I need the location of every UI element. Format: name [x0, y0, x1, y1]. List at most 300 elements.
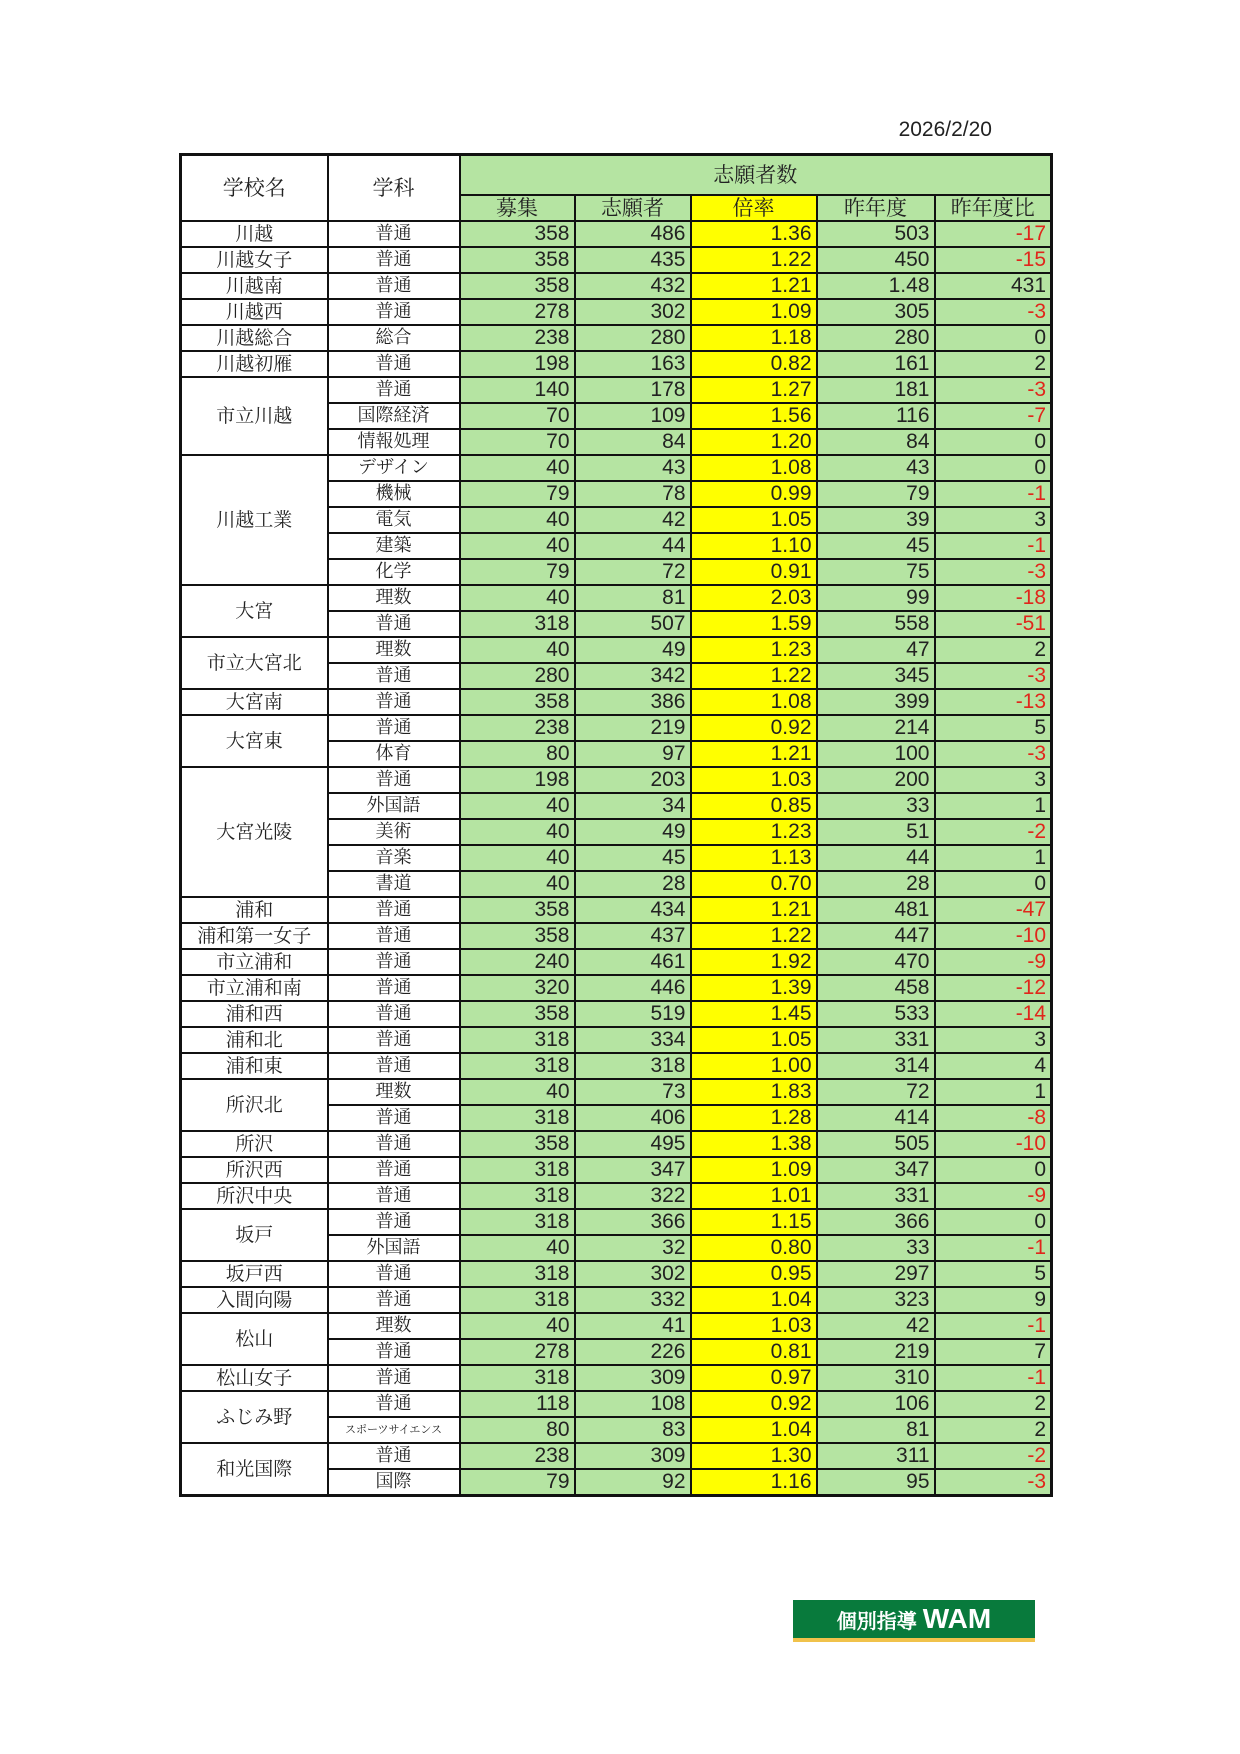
- diff-cell: -9: [935, 949, 1052, 975]
- school-name: 坂戸: [181, 1209, 328, 1261]
- diff-cell: 5: [935, 1261, 1052, 1287]
- school-name: 大宮: [181, 585, 328, 637]
- applicants-cell: 347: [575, 1157, 691, 1183]
- school-name: 川越西: [181, 299, 328, 325]
- capacity-cell: 40: [460, 845, 575, 871]
- department-name: 普通: [328, 1027, 460, 1053]
- ratio-cell: 1.09: [691, 299, 817, 325]
- applicants-cell: 226: [575, 1339, 691, 1365]
- diff-cell: -3: [935, 1469, 1052, 1496]
- department-name: デザイン: [328, 455, 460, 481]
- last-year-cell: 533: [817, 1001, 935, 1027]
- department-name: 普通: [328, 1443, 460, 1469]
- table-row: [181, 715, 1052, 741]
- diff-cell: 0: [935, 455, 1052, 481]
- applicants-cell: 302: [575, 1261, 691, 1287]
- ratio-cell: 1.22: [691, 247, 817, 273]
- last-year-cell: 297: [817, 1261, 935, 1287]
- ratio-cell: 1.15: [691, 1209, 817, 1235]
- table-row: [181, 975, 1052, 1001]
- table-row: [181, 585, 1052, 611]
- capacity-cell: 278: [460, 299, 575, 325]
- department-name: 体育: [328, 741, 460, 767]
- last-year-cell: 181: [817, 377, 935, 403]
- table-row: [181, 455, 1052, 481]
- ratio-cell: 1.36: [691, 221, 817, 247]
- capacity-cell: 358: [460, 897, 575, 923]
- capacity-cell: 358: [460, 689, 575, 715]
- ratio-cell: 1.16: [691, 1469, 817, 1496]
- applicants-cell: 44: [575, 533, 691, 559]
- applicants-cell: 334: [575, 1027, 691, 1053]
- last-year-cell: 347: [817, 1157, 935, 1183]
- applicants-cell: 83: [575, 1417, 691, 1443]
- capacity-cell: 318: [460, 611, 575, 637]
- ratio-cell: 1.28: [691, 1105, 817, 1131]
- last-year-cell: 470: [817, 949, 935, 975]
- ratio-cell: 1.22: [691, 663, 817, 689]
- last-year-cell: 81: [817, 1417, 935, 1443]
- header-capacity: 募集: [460, 195, 575, 221]
- school-name: 浦和第一女子: [181, 923, 328, 949]
- diff-cell: -1: [935, 533, 1052, 559]
- diff-cell: -2: [935, 1443, 1052, 1469]
- diff-cell: -51: [935, 611, 1052, 637]
- department-name: 外国語: [328, 793, 460, 819]
- table-row: [181, 1027, 1052, 1053]
- last-year-cell: 79: [817, 481, 935, 507]
- department-name: 普通: [328, 1391, 460, 1417]
- capacity-cell: 40: [460, 455, 575, 481]
- ratio-cell: 0.80: [691, 1235, 817, 1261]
- capacity-cell: 278: [460, 1339, 575, 1365]
- last-year-cell: 331: [817, 1027, 935, 1053]
- capacity-cell: 358: [460, 273, 575, 299]
- applicants-cell: 81: [575, 585, 691, 611]
- last-year-cell: 39: [817, 507, 935, 533]
- applicants-cell: 97: [575, 741, 691, 767]
- capacity-cell: 70: [460, 429, 575, 455]
- header-school: 学校名: [181, 155, 328, 222]
- capacity-cell: 40: [460, 533, 575, 559]
- table-row: [181, 767, 1052, 793]
- department-name: 普通: [328, 897, 460, 923]
- applicants-cell: 73: [575, 1079, 691, 1105]
- header-last-year: 昨年度: [817, 195, 935, 221]
- last-year-cell: 345: [817, 663, 935, 689]
- applicants-cell: 461: [575, 949, 691, 975]
- header-department: 学科: [328, 155, 460, 222]
- last-year-cell: 280: [817, 325, 935, 351]
- capacity-cell: 238: [460, 715, 575, 741]
- capacity-cell: 240: [460, 949, 575, 975]
- applicants-cell: 386: [575, 689, 691, 715]
- capacity-cell: 318: [460, 1287, 575, 1313]
- ratio-cell: 0.95: [691, 1261, 817, 1287]
- last-year-cell: 503: [817, 221, 935, 247]
- last-year-cell: 44: [817, 845, 935, 871]
- ratio-cell: 0.85: [691, 793, 817, 819]
- logo-latin: WAM: [922, 1603, 992, 1634]
- diff-cell: 0: [935, 429, 1052, 455]
- table-row: [181, 897, 1052, 923]
- applicants-cell: 32: [575, 1235, 691, 1261]
- diff-cell: -9: [935, 1183, 1052, 1209]
- applicants-cell: 49: [575, 637, 691, 663]
- ratio-cell: 0.91: [691, 559, 817, 585]
- header-ratio: 倍率: [691, 195, 817, 221]
- ratio-cell: 1.21: [691, 897, 817, 923]
- table-row: [181, 299, 1052, 325]
- school-name: 市立川越: [181, 377, 328, 455]
- last-year-cell: 47: [817, 637, 935, 663]
- department-name: 建築: [328, 533, 460, 559]
- department-name: 普通: [328, 273, 460, 299]
- last-year-cell: 323: [817, 1287, 935, 1313]
- department-name: 普通: [328, 1131, 460, 1157]
- department-name: 普通: [328, 975, 460, 1001]
- department-name: 普通: [328, 1365, 460, 1391]
- diff-cell: -12: [935, 975, 1052, 1001]
- table-row: [181, 221, 1052, 247]
- ratio-cell: 1.39: [691, 975, 817, 1001]
- last-year-cell: 95: [817, 1469, 935, 1496]
- school-name: 坂戸西: [181, 1261, 328, 1287]
- diff-cell: -10: [935, 1131, 1052, 1157]
- last-year-cell: 331: [817, 1183, 935, 1209]
- diff-cell: -18: [935, 585, 1052, 611]
- applicants-cell: 203: [575, 767, 691, 793]
- school-name: 松山女子: [181, 1365, 328, 1391]
- applicants-cell: 309: [575, 1443, 691, 1469]
- diff-cell: 7: [935, 1339, 1052, 1365]
- diff-cell: -15: [935, 247, 1052, 273]
- diff-cell: 1: [935, 1079, 1052, 1105]
- table-row: [181, 325, 1052, 351]
- table-row: [181, 1261, 1052, 1287]
- applicants-cell: 109: [575, 403, 691, 429]
- last-year-cell: 305: [817, 299, 935, 325]
- last-year-cell: 214: [817, 715, 935, 741]
- department-name: 普通: [328, 1183, 460, 1209]
- department-name: 普通: [328, 351, 460, 377]
- diff-cell: 0: [935, 325, 1052, 351]
- capacity-cell: 79: [460, 481, 575, 507]
- department-name: スポーツサイエンス: [328, 1417, 460, 1443]
- department-name: 理数: [328, 1313, 460, 1339]
- table-row: [181, 1131, 1052, 1157]
- capacity-cell: 40: [460, 819, 575, 845]
- capacity-cell: 358: [460, 1001, 575, 1027]
- diff-cell: -1: [935, 1313, 1052, 1339]
- ratio-cell: 1.59: [691, 611, 817, 637]
- last-year-cell: 42: [817, 1313, 935, 1339]
- diff-cell: 2: [935, 1417, 1052, 1443]
- department-name: 外国語: [328, 1235, 460, 1261]
- applicants-cell: 309: [575, 1365, 691, 1391]
- last-year-cell: 45: [817, 533, 935, 559]
- ratio-cell: 1.04: [691, 1287, 817, 1313]
- diff-cell: -47: [935, 897, 1052, 923]
- diff-cell: 2: [935, 637, 1052, 663]
- table-row: [181, 1365, 1052, 1391]
- applicants-cell: 366: [575, 1209, 691, 1235]
- department-name: 化学: [328, 559, 460, 585]
- ratio-cell: 0.81: [691, 1339, 817, 1365]
- capacity-cell: 358: [460, 221, 575, 247]
- applicants-cell: 92: [575, 1469, 691, 1496]
- department-name: 普通: [328, 923, 460, 949]
- diff-cell: 1: [935, 793, 1052, 819]
- school-name: 所沢: [181, 1131, 328, 1157]
- school-name: 浦和北: [181, 1027, 328, 1053]
- ratio-cell: 1.22: [691, 923, 817, 949]
- ratio-cell: 1.83: [691, 1079, 817, 1105]
- applicants-cell: 434: [575, 897, 691, 923]
- last-year-cell: 219: [817, 1339, 935, 1365]
- department-name: 情報処理: [328, 429, 460, 455]
- capacity-cell: 238: [460, 1443, 575, 1469]
- last-year-cell: 99: [817, 585, 935, 611]
- ratio-cell: 1.09: [691, 1157, 817, 1183]
- last-year-cell: 33: [817, 793, 935, 819]
- table-row: [181, 689, 1052, 715]
- department-name: 普通: [328, 689, 460, 715]
- department-name: 機械: [328, 481, 460, 507]
- ratio-cell: 1.23: [691, 819, 817, 845]
- table-row: [181, 1443, 1052, 1469]
- ratio-cell: 1.08: [691, 455, 817, 481]
- department-name: 普通: [328, 299, 460, 325]
- department-name: 総合: [328, 325, 460, 351]
- table-row: [181, 247, 1052, 273]
- ratio-cell: 1.03: [691, 1313, 817, 1339]
- table-row: [181, 1157, 1052, 1183]
- diff-cell: -1: [935, 481, 1052, 507]
- department-name: 普通: [328, 221, 460, 247]
- capacity-cell: 40: [460, 585, 575, 611]
- department-name: 国際: [328, 1469, 460, 1496]
- school-name: 浦和西: [181, 1001, 328, 1027]
- ratio-cell: 0.97: [691, 1365, 817, 1391]
- diff-cell: 0: [935, 871, 1052, 897]
- applicants-cell: 45: [575, 845, 691, 871]
- school-name: 浦和東: [181, 1053, 328, 1079]
- ratio-cell: 1.20: [691, 429, 817, 455]
- applicants-cell: 495: [575, 1131, 691, 1157]
- department-name: 普通: [328, 715, 460, 741]
- diff-cell: -14: [935, 1001, 1052, 1027]
- school-name: 和光国際: [181, 1443, 328, 1496]
- diff-cell: 2: [935, 351, 1052, 377]
- capacity-cell: 40: [460, 1235, 575, 1261]
- ratio-cell: 1.30: [691, 1443, 817, 1469]
- department-name: 理数: [328, 585, 460, 611]
- applicants-cell: 28: [575, 871, 691, 897]
- school-name: 市立大宮北: [181, 637, 328, 689]
- last-year-cell: 458: [817, 975, 935, 1001]
- last-year-cell: 51: [817, 819, 935, 845]
- applicants-cell: 280: [575, 325, 691, 351]
- last-year-cell: 84: [817, 429, 935, 455]
- diff-cell: -2: [935, 819, 1052, 845]
- diff-cell: -3: [935, 299, 1052, 325]
- department-name: 普通: [328, 247, 460, 273]
- department-name: 書道: [328, 871, 460, 897]
- school-name: 川越工業: [181, 455, 328, 585]
- applicants-cell: 49: [575, 819, 691, 845]
- last-year-cell: 116: [817, 403, 935, 429]
- last-year-cell: 161: [817, 351, 935, 377]
- department-name: 国際経済: [328, 403, 460, 429]
- applicants-cell: 72: [575, 559, 691, 585]
- diff-cell: -17: [935, 221, 1052, 247]
- table-row: [181, 949, 1052, 975]
- diff-cell: 0: [935, 1209, 1052, 1235]
- school-name: 大宮光陵: [181, 767, 328, 897]
- school-name: 浦和: [181, 897, 328, 923]
- applicants-cell: 519: [575, 1001, 691, 1027]
- diff-cell: -3: [935, 741, 1052, 767]
- applicants-table: [179, 153, 1053, 1497]
- table-row: [181, 1001, 1052, 1027]
- capacity-cell: 40: [460, 637, 575, 663]
- department-name: 普通: [328, 1053, 460, 1079]
- last-year-cell: 106: [817, 1391, 935, 1417]
- capacity-cell: 318: [460, 1209, 575, 1235]
- school-name: 市立浦和: [181, 949, 328, 975]
- applicants-cell: 219: [575, 715, 691, 741]
- diff-cell: -1: [935, 1235, 1052, 1261]
- department-name: 普通: [328, 1105, 460, 1131]
- last-year-cell: 558: [817, 611, 935, 637]
- capacity-cell: 320: [460, 975, 575, 1001]
- capacity-cell: 318: [460, 1105, 575, 1131]
- table-body: [181, 221, 1052, 1496]
- school-name: 川越: [181, 221, 328, 247]
- school-name: 入間向陽: [181, 1287, 328, 1313]
- capacity-cell: 118: [460, 1391, 575, 1417]
- applicants-cell: 332: [575, 1287, 691, 1313]
- capacity-cell: 318: [460, 1157, 575, 1183]
- diff-cell: 2: [935, 1391, 1052, 1417]
- applicants-cell: 432: [575, 273, 691, 299]
- department-name: 電気: [328, 507, 460, 533]
- capacity-cell: 40: [460, 793, 575, 819]
- ratio-cell: 1.04: [691, 1417, 817, 1443]
- ratio-cell: 1.92: [691, 949, 817, 975]
- header-applicant-count: 志願者数: [460, 155, 1052, 196]
- school-name: ふじみ野: [181, 1391, 328, 1443]
- table-row: [181, 1391, 1052, 1417]
- school-name: 所沢西: [181, 1157, 328, 1183]
- applicants-cell: 78: [575, 481, 691, 507]
- diff-cell: 3: [935, 1027, 1052, 1053]
- capacity-cell: 358: [460, 247, 575, 273]
- last-year-cell: 200: [817, 767, 935, 793]
- department-name: 普通: [328, 1339, 460, 1365]
- table-row: [181, 1053, 1052, 1079]
- ratio-cell: 1.03: [691, 767, 817, 793]
- capacity-cell: 358: [460, 1131, 575, 1157]
- wam-logo: [793, 1600, 1035, 1642]
- last-year-cell: 314: [817, 1053, 935, 1079]
- department-name: 普通: [328, 949, 460, 975]
- ratio-cell: 0.99: [691, 481, 817, 507]
- table-row: [181, 1079, 1052, 1105]
- school-name: 川越女子: [181, 247, 328, 273]
- ratio-cell: 1.01: [691, 1183, 817, 1209]
- applicants-cell: 178: [575, 377, 691, 403]
- school-name: 川越総合: [181, 325, 328, 351]
- diff-cell: -3: [935, 663, 1052, 689]
- table-row: [181, 273, 1052, 299]
- ratio-cell: 1.21: [691, 273, 817, 299]
- school-name: 松山: [181, 1313, 328, 1365]
- capacity-cell: 318: [460, 1053, 575, 1079]
- last-year-cell: 505: [817, 1131, 935, 1157]
- applicants-cell: 84: [575, 429, 691, 455]
- ratio-cell: 1.23: [691, 637, 817, 663]
- applicants-cell: 446: [575, 975, 691, 1001]
- department-name: 理数: [328, 1079, 460, 1105]
- department-name: 音楽: [328, 845, 460, 871]
- diff-cell: -3: [935, 377, 1052, 403]
- last-year-cell: 310: [817, 1365, 935, 1391]
- table-row: [181, 637, 1052, 663]
- diff-cell: 5: [935, 715, 1052, 741]
- ratio-cell: 1.56: [691, 403, 817, 429]
- ratio-cell: 1.10: [691, 533, 817, 559]
- header-applicants: 志願者: [575, 195, 691, 221]
- ratio-cell: 1.00: [691, 1053, 817, 1079]
- ratio-cell: 0.70: [691, 871, 817, 897]
- capacity-cell: 358: [460, 923, 575, 949]
- last-year-cell: 399: [817, 689, 935, 715]
- applicants-cell: 302: [575, 299, 691, 325]
- department-name: 普通: [328, 1261, 460, 1287]
- department-name: 普通: [328, 611, 460, 637]
- applicants-cell: 43: [575, 455, 691, 481]
- capacity-cell: 280: [460, 663, 575, 689]
- capacity-cell: 198: [460, 767, 575, 793]
- capacity-cell: 140: [460, 377, 575, 403]
- applicants-cell: 406: [575, 1105, 691, 1131]
- department-name: 普通: [328, 1001, 460, 1027]
- applicants-cell: 342: [575, 663, 691, 689]
- table-row: [181, 1183, 1052, 1209]
- table-row: [181, 377, 1052, 403]
- capacity-cell: 40: [460, 1079, 575, 1105]
- diff-cell: 4: [935, 1053, 1052, 1079]
- ratio-cell: 1.45: [691, 1001, 817, 1027]
- capacity-cell: 40: [460, 871, 575, 897]
- department-name: 普通: [328, 1209, 460, 1235]
- diff-cell: 1: [935, 845, 1052, 871]
- diff-cell: -3: [935, 559, 1052, 585]
- ratio-cell: 1.13: [691, 845, 817, 871]
- capacity-cell: 79: [460, 1469, 575, 1496]
- school-name: 大宮南: [181, 689, 328, 715]
- last-year-cell: 311: [817, 1443, 935, 1469]
- department-name: 普通: [328, 663, 460, 689]
- capacity-cell: 79: [460, 559, 575, 585]
- last-year-cell: 414: [817, 1105, 935, 1131]
- diff-cell: -7: [935, 403, 1052, 429]
- school-name: 川越南: [181, 273, 328, 299]
- ratio-cell: 1.05: [691, 1027, 817, 1053]
- school-name: 所沢中央: [181, 1183, 328, 1209]
